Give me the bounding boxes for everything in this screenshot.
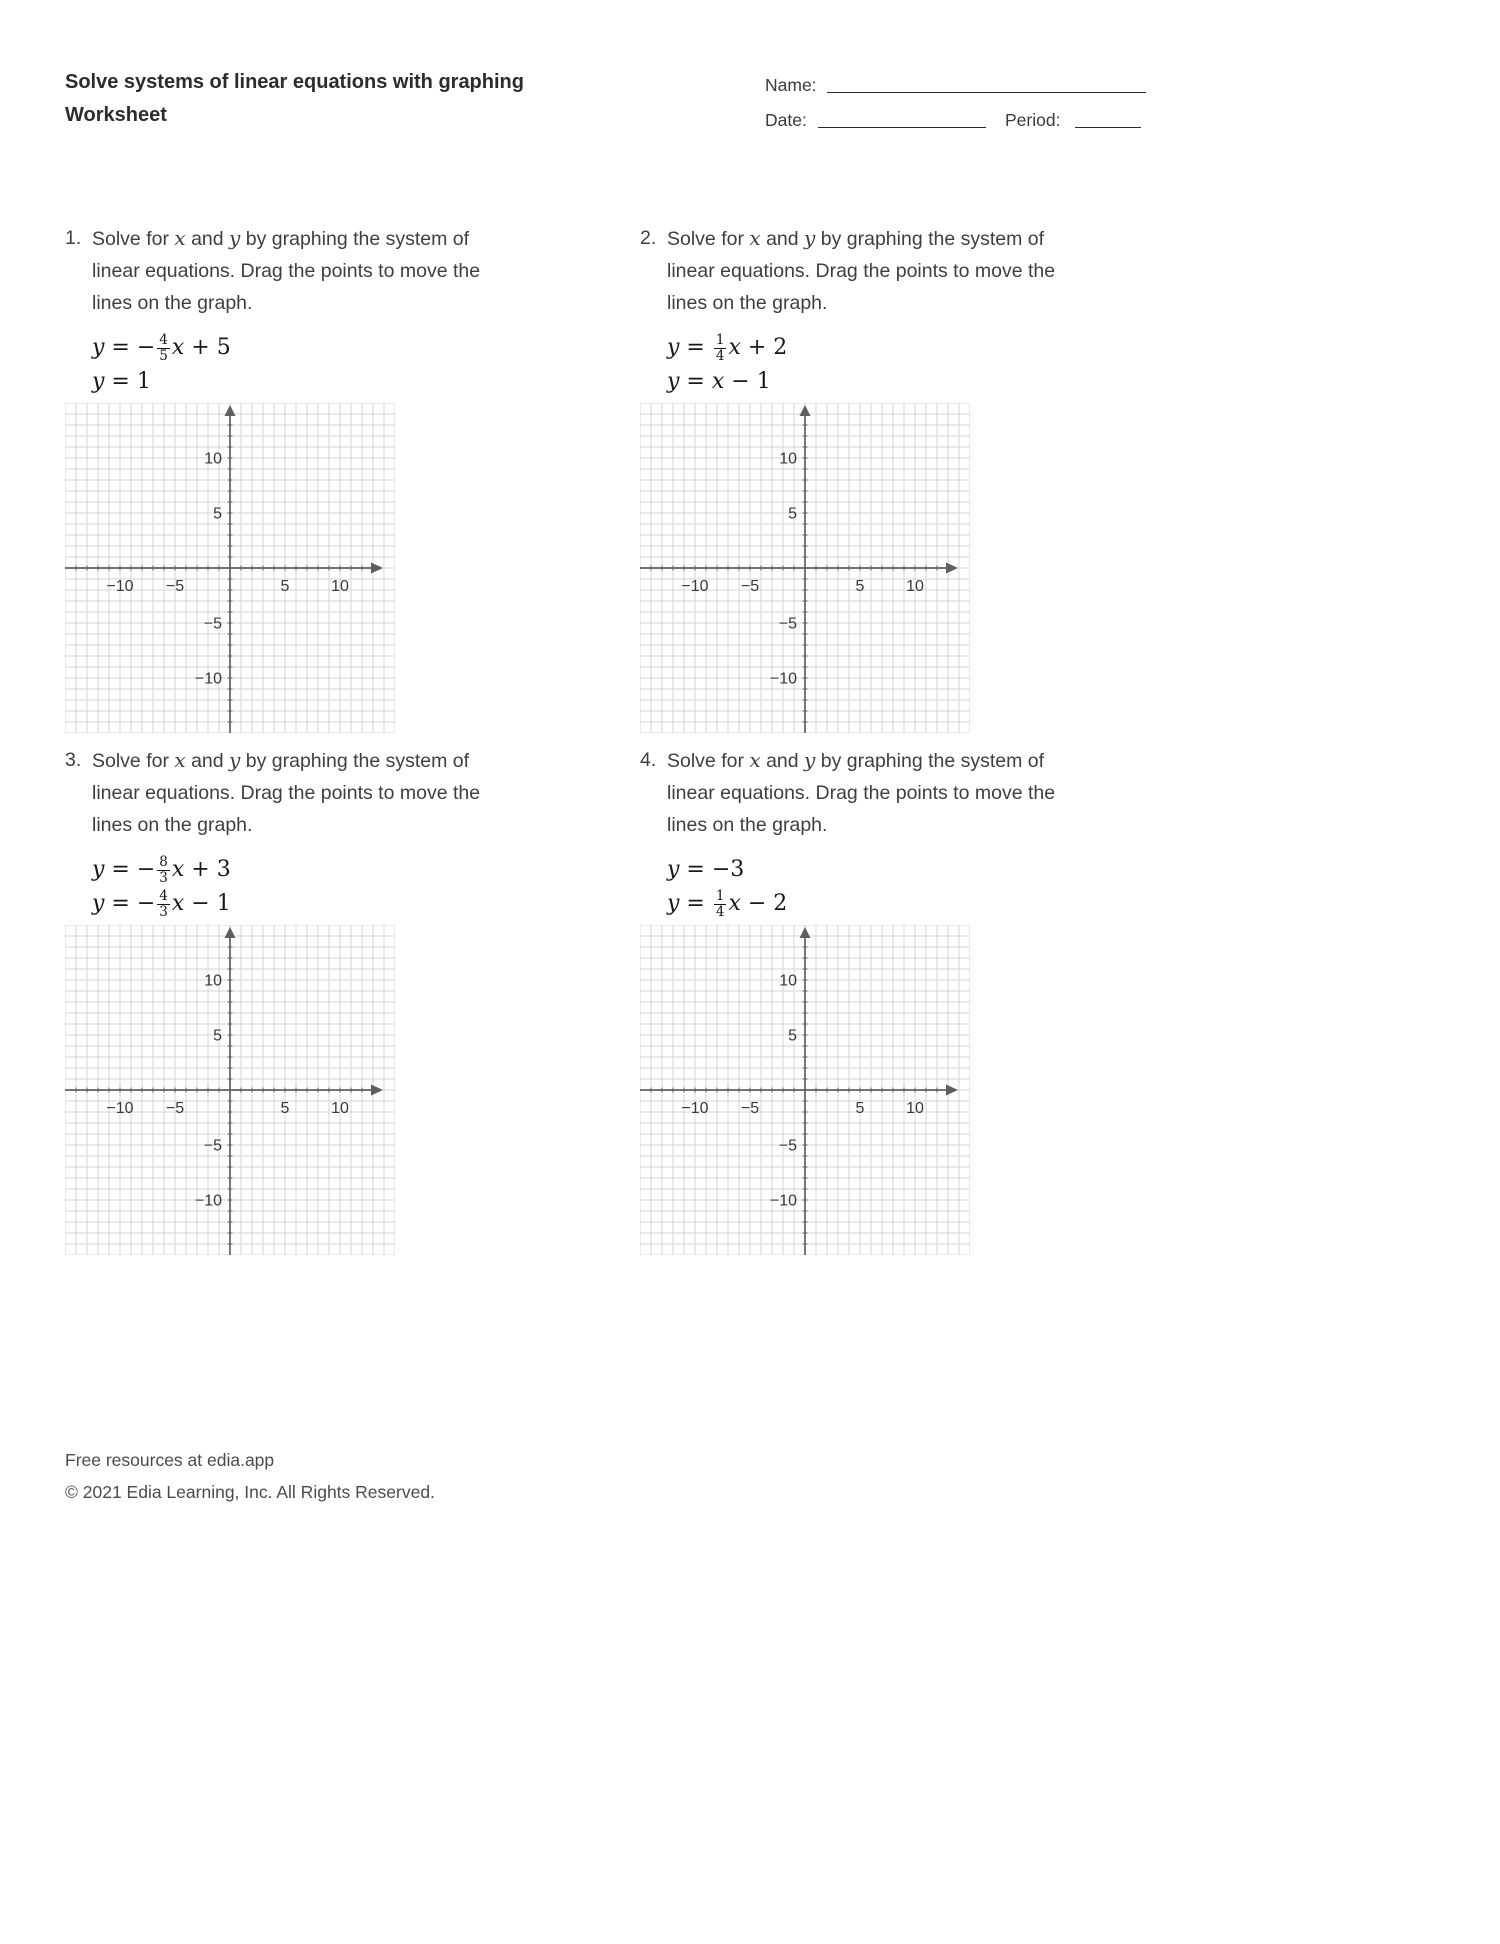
coordinate-grid[interactable] (65, 925, 395, 1255)
y-axis-arrow (800, 405, 811, 416)
fraction: $\frac{4}{5}$ (159, 332, 168, 364)
problem-3 (65, 744, 565, 1255)
problem-2 (640, 222, 1140, 733)
math-var-x: x (749, 748, 761, 772)
name-label: Name: (765, 75, 817, 95)
y-tick-label: 5 (213, 1027, 222, 1045)
math-var-y: y (229, 226, 241, 250)
y-tick-label: −5 (778, 1137, 797, 1155)
y-tick-label: 10 (779, 972, 797, 990)
problem-2-text: Solve for x and y by graphing the system of linear equations. Drag the points to move the lines on the graph. (667, 226, 1056, 314)
problem-2-prompt (640, 222, 1140, 319)
x-tick-label: 10 (906, 578, 924, 595)
date-label: Date: (765, 110, 807, 130)
equation: y = − $\frac{8}{3}$ x + 3 (92, 854, 231, 886)
problem-3-number: 3. (65, 749, 82, 771)
problem-1-prompt (65, 222, 565, 319)
equation: y = $\frac{1}{4}$ x − 2 (667, 888, 788, 920)
equation: y = x − 1 (667, 369, 771, 394)
x-axis-arrow (946, 563, 958, 574)
footer-resources: Free resources at edia.app (65, 1450, 275, 1470)
x-tick-label: 5 (280, 1100, 290, 1117)
x-tick-label: 10 (331, 578, 349, 595)
x-axis-arrow (946, 1085, 958, 1096)
x-tick-label: 5 (280, 578, 290, 595)
x-axis-arrow (371, 563, 383, 574)
y-axis-arrow (225, 927, 236, 938)
equation: y = 1 (92, 369, 151, 394)
problem-3-prompt (65, 744, 565, 841)
x-tick-label: −5 (165, 578, 185, 595)
x-tick-label: 5 (855, 1100, 865, 1117)
problem-2-equations (667, 331, 1140, 399)
x-tick-label: 10 (906, 1100, 924, 1117)
y-tick-label: −5 (203, 615, 222, 633)
math-var-y: y (804, 748, 816, 772)
problem-2-number: 2. (640, 227, 657, 249)
x-tick-label: −10 (681, 578, 709, 595)
math-var-x: x (174, 226, 186, 250)
y-tick-label: 5 (788, 505, 797, 523)
y-axis-arrow (225, 405, 236, 416)
x-tick-label: −10 (106, 578, 134, 595)
fraction: $\frac{4}{3}$ (159, 888, 168, 920)
y-tick-label: 5 (213, 505, 222, 523)
title-line-1: Solve systems of linear equations with graphing (65, 71, 524, 93)
x-tick-label: −10 (106, 1100, 134, 1117)
y-tick-label: 10 (204, 450, 222, 468)
problem-4-number: 4. (640, 749, 657, 771)
period-field-line (1075, 127, 1141, 128)
x-tick-label: 10 (331, 1100, 349, 1117)
title-line-2: Worksheet (65, 104, 167, 126)
problem-4-text: Solve for x and y by graphing the system of linear equations. Drag the points to move the lines on the graph. (667, 748, 1056, 836)
date-field-line (818, 127, 986, 128)
x-tick-label: 5 (855, 578, 865, 595)
equation: y = $\frac{1}{4}$ x + 2 (667, 332, 788, 364)
problem-4-equations (667, 853, 1140, 921)
math-var-x: x (174, 748, 186, 772)
x-tick-label: −5 (740, 578, 760, 595)
y-axis-arrow (800, 927, 811, 938)
x-tick-label: −5 (740, 1100, 760, 1117)
y-tick-label: −10 (769, 670, 797, 688)
math-var-y: y (229, 748, 241, 772)
x-axis-arrow (371, 1085, 383, 1096)
math-var-y: y (804, 226, 816, 250)
x-tick-label: −10 (681, 1100, 709, 1117)
y-tick-label: −10 (194, 1192, 222, 1210)
coordinate-grid[interactable] (640, 403, 970, 733)
equation: y = − $\frac{4}{5}$ x + 5 (92, 332, 231, 364)
x-tick-label: −5 (165, 1100, 185, 1117)
fraction: $\frac{1}{4}$ (715, 888, 725, 920)
period-label: Period: (1005, 110, 1061, 130)
y-tick-label: −5 (203, 1137, 222, 1155)
math-var-x: x (749, 226, 761, 250)
y-tick-label: 10 (779, 450, 797, 468)
coordinate-grid[interactable] (640, 925, 970, 1255)
problem-1-equations (92, 331, 565, 399)
footer (65, 1444, 435, 1508)
y-tick-label: 10 (204, 972, 222, 990)
fraction: $\frac{8}{3}$ (159, 854, 168, 886)
problem-4 (640, 744, 1140, 1255)
problem-1 (65, 222, 565, 733)
equation: y = − $\frac{4}{3}$ x − 1 (92, 888, 231, 920)
coordinate-grid[interactable] (65, 403, 395, 733)
y-tick-label: −10 (769, 1192, 797, 1210)
problem-3-equations (92, 853, 565, 921)
footer-copyright: © 2021 Edia Learning, Inc. All Rights Reserved. (65, 1482, 435, 1502)
name-field-line (827, 92, 1146, 93)
y-tick-label: −10 (194, 670, 222, 688)
equation: y = −3 (667, 857, 745, 882)
y-tick-label: 5 (788, 1027, 797, 1045)
problem-4-prompt (640, 744, 1140, 841)
worksheet-title (65, 66, 524, 132)
problem-1-number: 1. (65, 227, 82, 249)
problem-1-text: Solve for x and y by graphing the system of linear equations. Drag the points to move the lines on the graph. (92, 226, 481, 314)
problem-3-text: Solve for x and y by graphing the system of linear equations. Drag the points to move the lines on the graph. (92, 748, 481, 836)
fraction: $\frac{1}{4}$ (715, 332, 725, 364)
y-tick-label: −5 (778, 615, 797, 633)
